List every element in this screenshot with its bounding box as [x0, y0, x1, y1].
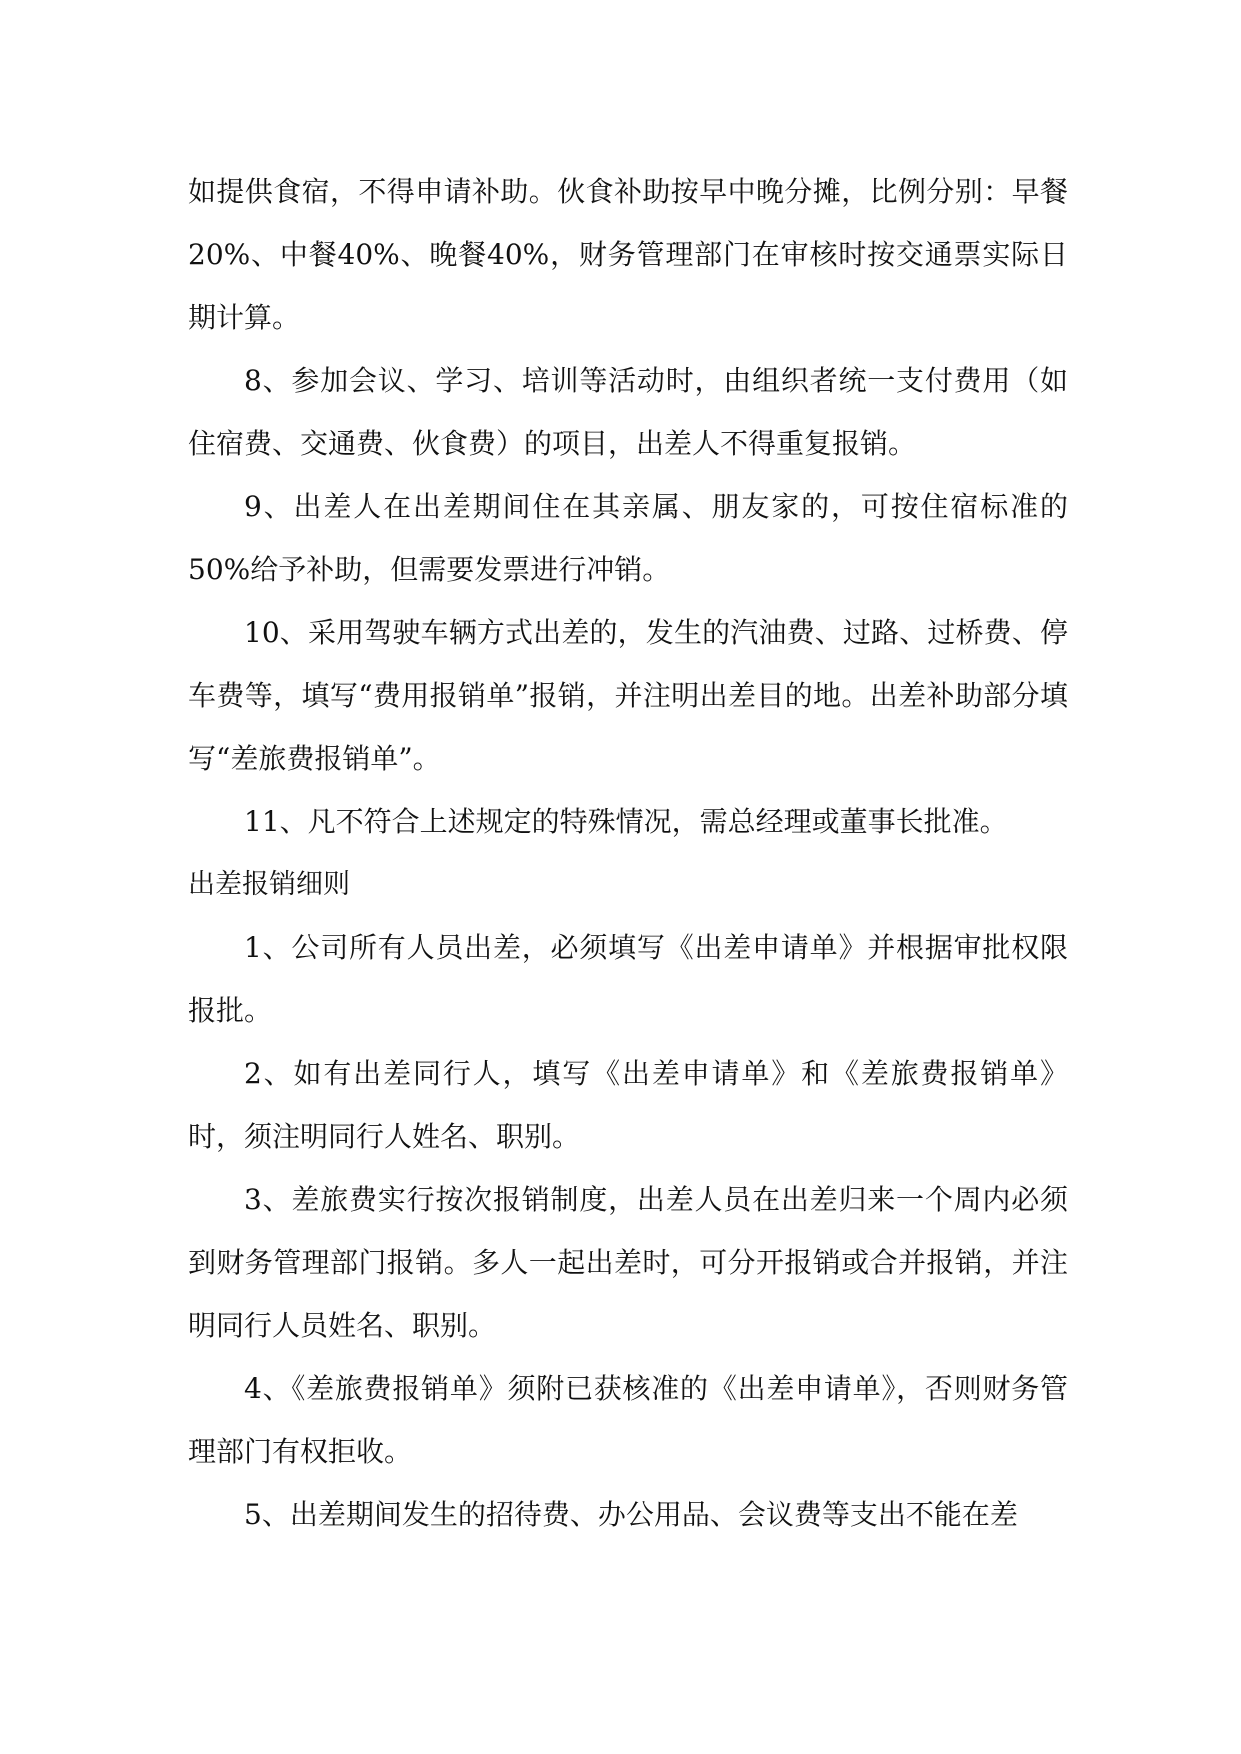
- paragraph-rule-8: 8、参加会议、学习、培训等活动时，由组织者统一支付费用（如住宿费、交通费、伙食费）的项目，出差人不得重复报销。: [188, 364, 1068, 460]
- paragraph-rule-11: 11、凡不符合上述规定的特殊情况，需总经理或董事长批准。: [244, 805, 1008, 838]
- paragraph-meal-allowance-continued: 如提供食宿，不得申请补助。伙食补助按早中晚分摊，比例分别：早餐20%、中餐40%、晚餐40%，财务管理部门在审核时按交通票实际日期计算。: [188, 175, 1068, 334]
- reimbursement-rule-2: 2、如有出差同行人，填写《出差申请单》和《差旅费报销单》时，须注明同行人姓名、职别。: [188, 1057, 1068, 1153]
- section-heading: 出差报销细则: [188, 869, 350, 900]
- reimbursement-rule-4: 4、《差旅费报销单》须附已获核准的《出差申请单》，否则财务管理部门有权拒收。: [188, 1372, 1068, 1468]
- paragraph-rule-10: 10、采用驾驶车辆方式出差的，发生的汽油费、过路、过桥费、停车费等，填写“费用报销单”报销，并注明出差目的地。出差补助部分填写“差旅费报销单”。: [188, 616, 1068, 775]
- reimbursement-rule-5: 5、出差期间发生的招待费、办公用品、会议费等支出不能在差: [244, 1498, 1018, 1531]
- paragraph-rule-9: 9、出差人在出差期间住在其亲属、朋友家的，可按住宿标准的50%给予补助，但需要发票进行冲销。: [188, 490, 1068, 586]
- reimbursement-rule-3: 3、差旅费实行按次报销制度，出差人员在出差归来一个周内必须到财务管理部门报销。多人一起出差时，可分开报销或合并报销，并注明同行人员姓名、职别。: [188, 1183, 1068, 1342]
- reimbursement-rule-1: 1、公司所有人员出差，必须填写《出差申请单》并根据审批权限报批。: [188, 931, 1068, 1027]
- document-body: [188, 160, 1068, 1546]
